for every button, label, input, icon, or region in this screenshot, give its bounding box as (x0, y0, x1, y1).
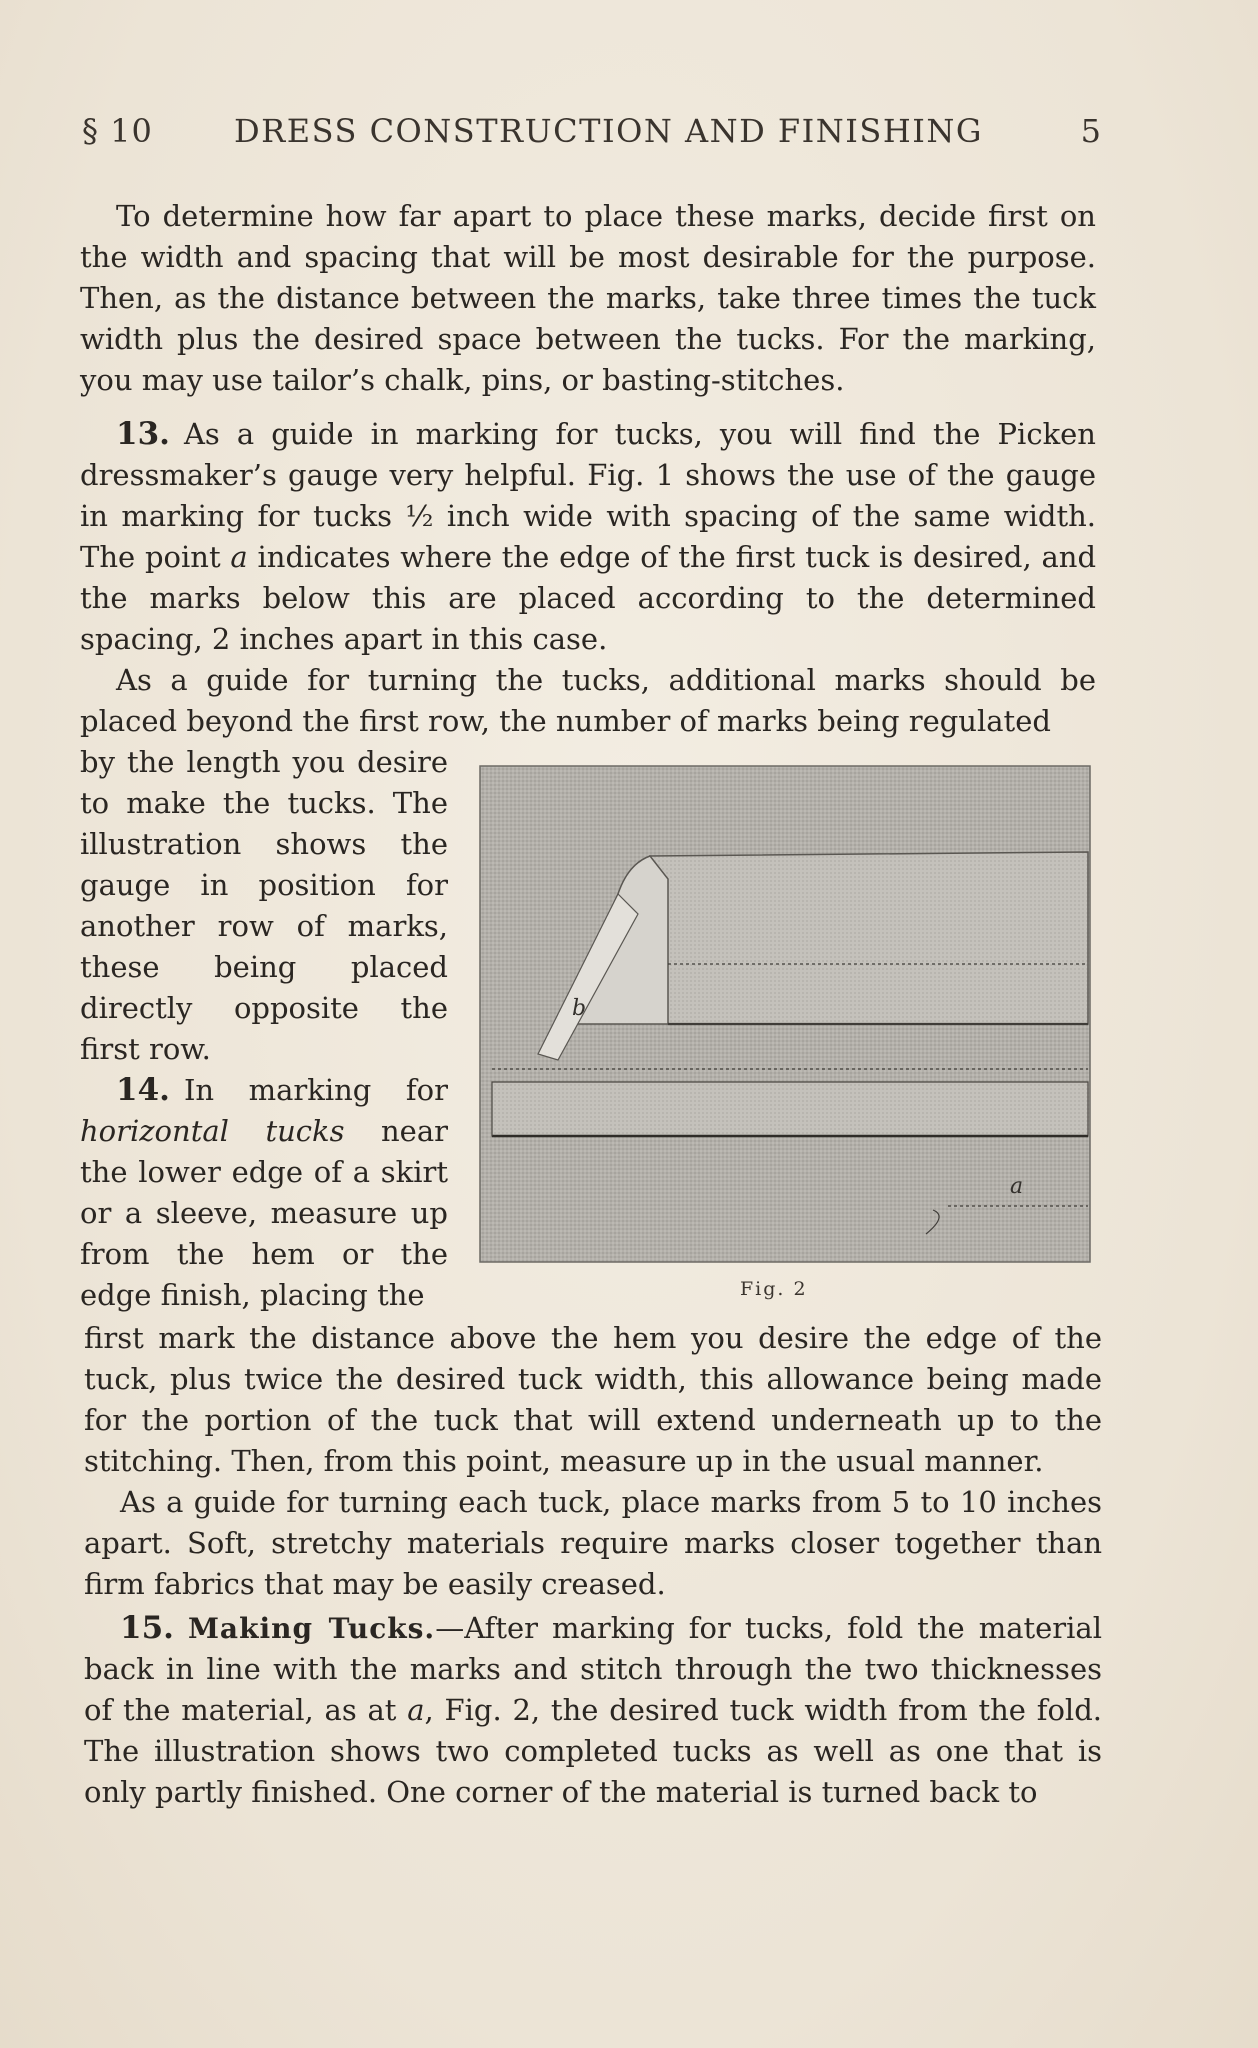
paragraph-15-text-a: —After marking for tucks, fold the material back in line with the marks and stitch through the two thicknesses of the material, as at (84, 1611, 1102, 1727)
paragraph-15 (84, 1608, 1102, 1813)
section-label-14: 14. (116, 1072, 170, 1108)
paragraph-13-text-b: indicates where the edge of the first tuck is desired, and the marks below this are placed according to the determined spacing, 2 inches apart in this case. (80, 540, 1097, 656)
point-a-italic: a (230, 540, 248, 574)
paragraph-14-continued: first mark the distance above the hem you desire the edge of the tuck, plus twice the desired tuck width, this allowance being made for the portion of the tuck that will extend underneath up to the stitching. Then, from this point, measure up in the usual manner. (84, 1321, 1102, 1478)
section-label-13: 13. (116, 416, 170, 452)
section-number: § 10 (82, 112, 153, 150)
figure-2-illustration (478, 764, 1092, 1264)
paragraph-14-text-a: In marking for (183, 1073, 448, 1107)
paragraph-14 (80, 1070, 448, 1316)
paragraph-marks-spacing: To determine how far apart to place these marks, decide first on the width and spacing that will be most desirable for the purpose. Then, as the distance between the marks, take three times the tuck width plus the desired space between the tucks. For the marking, you may use tailor’s chalk, pins, or basting-stitches. (80, 199, 1096, 397)
paragraph-13-text-a: As a guide in marking for tucks, you will find the Picken dressmaker’s gauge very helpful. Fig. 1 shows the use of the gauge in marking for tucks ½ inch wide with spacing of the same width. The point (80, 417, 1096, 574)
paragraph-14-text-b: near the lower edge of a skirt or a sleeve, measure up from the hem or the edge finish, placing the (80, 1114, 448, 1312)
figure-caption: Fig. 2 (740, 1278, 808, 1300)
figure-label-a: a (1010, 1174, 1024, 1199)
paragraph-turning-guide-continued: by the length you desire to make the tucks. The illustration shows the gauge in position for another row of marks, these being placed directly opposite the first row. (80, 745, 448, 1066)
paragraph-turning-guide: As a guide for turning the tucks, additional marks should be placed beyond the first row, the number of marks being regulated (80, 663, 1096, 738)
tuck-fabric-drawing (478, 764, 1092, 1264)
figure-label-b: b (572, 996, 587, 1021)
horizontal-tucks-italic: horizontal tucks (80, 1114, 345, 1148)
paragraph-15-text-b: , Fig. 2, the desired tuck width from the fold. The illustration shows two completed tucks as well as one that is only partly finished. One corner of the material is turned back to (84, 1693, 1102, 1809)
paragraph-13 (80, 414, 1096, 660)
running-header (82, 112, 1102, 160)
paragraph-turning-each-tuck: As a guide for turning each tuck, place marks from 5 to 10 inches apart. Soft, stretchy materials require marks closer together than firm fabrics that may be easily creased. (84, 1485, 1102, 1601)
page-number: 5 (1080, 112, 1102, 150)
book-title: DRESS CONSTRUCTION AND FINISHING (234, 112, 983, 150)
point-a-italic-2: a (407, 1693, 425, 1727)
section-label-15: 15. (120, 1610, 174, 1646)
making-tucks-heading: Making Tucks. (187, 1612, 436, 1645)
